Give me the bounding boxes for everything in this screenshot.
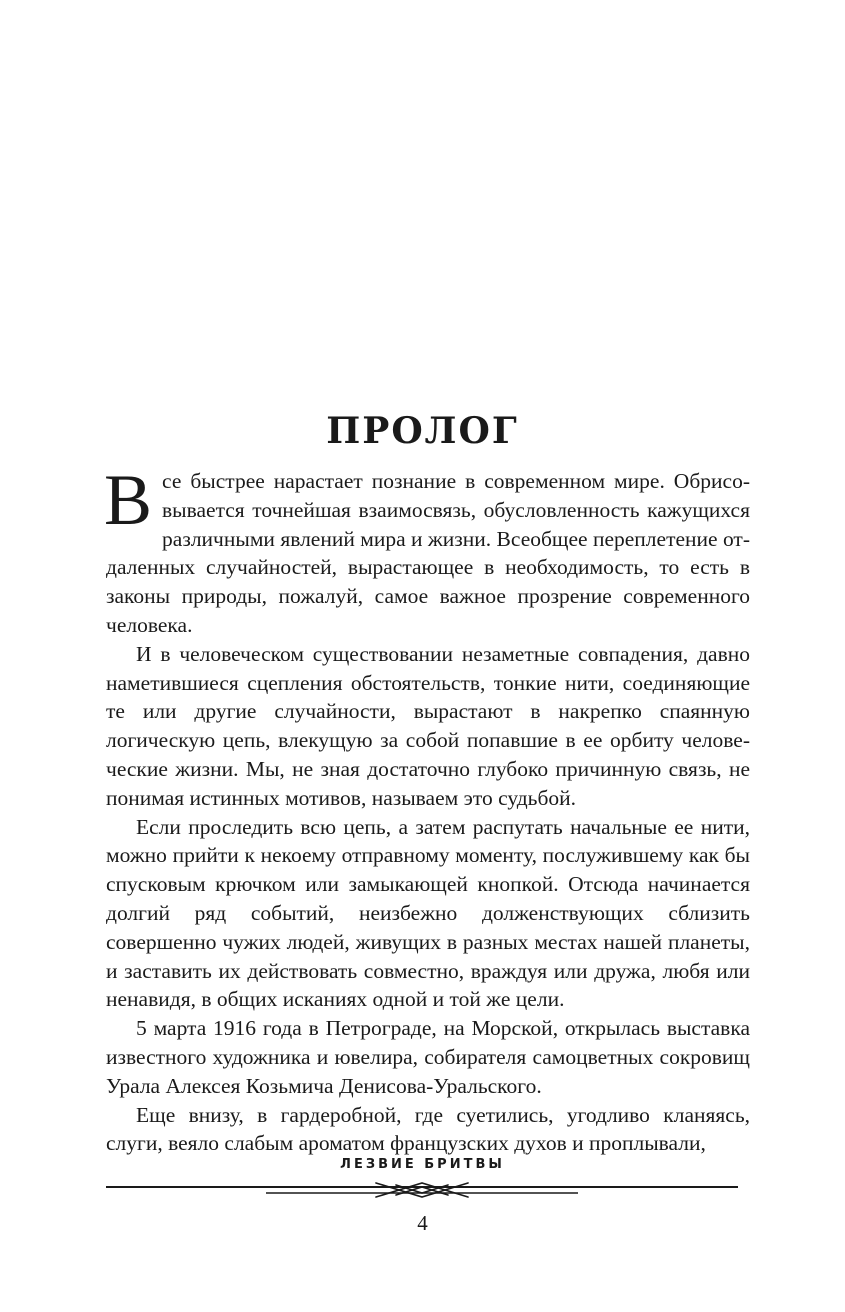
- footer-ornament: [106, 1180, 738, 1202]
- running-title: ЛЕЗВИЕ БРИТВЫ: [340, 1157, 505, 1172]
- paragraph: [104, 460, 750, 640]
- paragraph: 5 марта 1916 года в Петрограде, на Морской, открылась выставка известного художника и ювелира, собирателя самоцветных сокровищ Урала Алексея Козьмича Денисова-Уральского.: [106, 1016, 750, 1098]
- page-number: 4: [417, 1211, 428, 1235]
- paragraph: И в человеческом существовании незаметные совпадения, давно наметившиеся сцепления обстоятельств, тонкие нити, соединяющие те или другие случайности, вырастают в накрепко спаянную логическую цепь, влекущую за собой попавшие в ее орбиту человеческие жизни. Мы, не зная достаточно глубоко причинную связь, не понимая истинных мотивов, называем это судьбой.: [106, 641, 750, 810]
- drop-cap: В: [104, 460, 153, 540]
- paragraph-text: се быстрее нарастает познание в современном мире. Обрисовывается точнейшая взаимосвязь, обусловленность кажущихся различными явлений мира и жизни. Всеобщее переплетение отдаленных случайностей, вырастающее в необходимость, то есть в законы природы, пожалуй, самое важное прозрение современного человека.: [106, 469, 750, 637]
- body-text: [104, 460, 750, 1158]
- paragraph: Если проследить всю цепь, а затем распутать начальные ее нити, можно прийти к некоему отправному моменту, послужившему как бы спусковым крючком или замыкающей кнопкой. Отсюда начинается долгий ряд событий, неизбежно долженствующих сблизить совершенно чужих людей, живущих в разных местах нашей планеты, и заставить их действовать совместно, враждуя или дружа, любя или ненавидя, в общих исканиях одной и той же цели.: [106, 814, 750, 1012]
- chapter-title: ПРОЛОГ: [326, 410, 519, 452]
- paragraph: Еще внизу, в гардеробной, где суетились, угодливо кланяясь, слуги, веяло слабым ароматом французских духов и проплывали,: [106, 1102, 750, 1156]
